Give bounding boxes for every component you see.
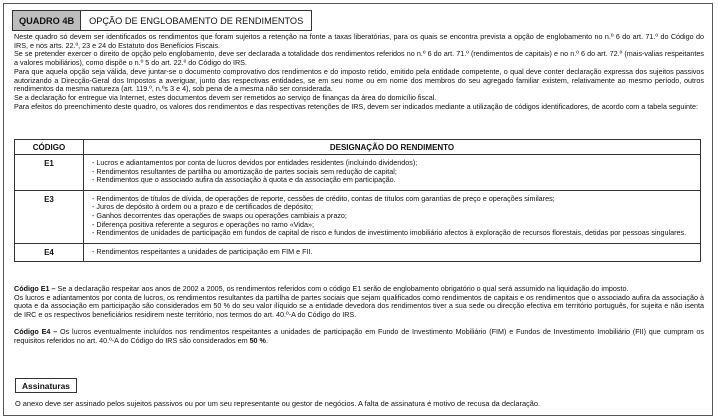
column-header-code: CÓDIGO	[15, 140, 84, 155]
table-row	[15, 190, 701, 243]
table-row	[15, 155, 701, 191]
note-e1-continued: Os lucros e adiantamentos por conta de lucros, os rendimentos resultantes da partilha de partes sociais que sejam qualificados como rendimentos de capitais e os rendimentos que o associado aufira da associação à quota e da associação em participação são considerados em 50 % do seu valor ilíquido se a entidade devedora dos rendimentos tiver a sua sede ou direcção efectiva em território português, for sujeita e não isenta de IRC e os respectivos beneficiários residirem neste território, nos termos do art. 40.º-A do Código do IRS.	[14, 292, 704, 320]
list-item: - Rendimentos de títulos de dívida, de operações de reporte, cessões de crédito, contas de títulos com garantias de preço e operações similares;	[92, 193, 555, 203]
notes-section	[14, 285, 704, 345]
table-row	[15, 243, 701, 262]
intro-paragraph: Para efeitos do preenchimento deste quadro, os valores dos rendimentos e das respectivas retenções de IRS, devem ser indicados mediante a utilização de códigos identificadores, de acordo com a tabela seguinte:	[14, 101, 699, 111]
note-e4-label: Código E4 –	[14, 326, 58, 336]
codes-table	[14, 139, 701, 262]
note-e4-percent: 50 %	[249, 335, 266, 345]
form-page	[3, 3, 713, 416]
intro-paragraph: Se a declaração for entregue via Internet, estes documentos devem ser remetidos ao serviço de finanças da área do domicílio fiscal.	[14, 92, 437, 102]
note-e4-text: Os lucros eventualmente incluídos nos rendimentos respeitantes a unidades de participação em Fundo de Investimento Mobiliário (FIM) e Fundos de Investimento Imobiliário (FII) que cumpram os requisitos referidos no art. 40.º-A do Código do IRS são considerados em	[14, 326, 704, 345]
description-cell	[84, 155, 701, 191]
signatures-header: Assinaturas	[15, 378, 77, 393]
code-cell: E4	[15, 243, 84, 262]
note-e4-end: .	[265, 335, 268, 345]
list-item: - Rendimentos resultantes de partilha ou amortização de partes sociais sem redução de capital;	[92, 166, 397, 176]
list-item: - Rendimentos que o associado aufira da associação à quota e da associação em participação.	[92, 175, 396, 185]
list-item: - Diferença positiva referente a seguros e operações no ramo «Vida»;	[92, 219, 315, 229]
section-header	[12, 10, 312, 31]
column-header-description: DESIGNAÇÃO DO RENDIMENTO	[84, 140, 701, 155]
note-e1-text: Se a declaração respeitar aos anos de 2002 a 2005, os rendimentos referidos com o código E1 serão de englobamento obrigatório o qual será assumido na liquidação do imposto.	[55, 284, 629, 293]
list-item: - Lucros e adiantamentos por conta de lucros devidos por entidades residentes (incluindo dividendos);	[92, 158, 418, 167]
list-item: - Rendimentos respeitantes a unidades de participação em FIM e FII.	[92, 246, 313, 256]
note-e1-label: Código E1 –	[14, 284, 56, 293]
code-cell: E1	[15, 155, 84, 191]
note-e4	[14, 328, 704, 345]
list-item: - Rendimentos de unidades de participação em fundos de capital de risco e fundos de investimento imobiliário afectos à exploração de recursos florestais, detidas por pessoas singulares.	[92, 228, 687, 238]
description-cell	[84, 190, 701, 243]
code-cell: E3	[15, 190, 84, 243]
list-item: - Ganhos decorrentes das operações de swaps ou operações cambiais a prazo;	[92, 210, 347, 220]
table-header-row	[15, 140, 701, 155]
intro-paragraph: Neste quadro só devem ser identificados os rendimentos que foram sujeitos a retenção na fonte a taxas liberatórias, para os quais se encontra prevista a opção de englobamento no n.º 6 do art. 71.º do Código do IRS, e nos arts. 22.º, 23 e 24 do Estatuto dos Benefícios Fiscais.	[14, 32, 704, 50]
section-title: OPÇÃO DE ENGLOBAMENTO DE RENDIMENTOS	[89, 15, 304, 26]
quadro-label: QUADRO 4B	[13, 11, 81, 30]
intro-text	[14, 33, 704, 111]
signatures-text: O anexo deve ser assinado pelos sujeitos passivos ou por um seu representante ou gestor de negócios. A falta de assinatura é motivo de recusa da declaração.	[15, 399, 541, 408]
intro-paragraph: Para que aquela opção seja válida, deve juntar-se o documento comprovativo dos rendimentos e do imposto retido, emitido pela entidade competente, o qual deve conter declaração expressa dos sujeitos passivos autorizando a Direcção-Geral dos Impostos a averiguar, junto das respectivas entidades, se em seu nome ou em nome dos membros do seu agregado familiar existem, relativamente ao mesmo período, outros rendimentos da mesma natureza (art. 119.º, n.ºs 3 e 4), sob pena de a mesma não ser considerada.	[14, 66, 704, 94]
intro-paragraph: Se se pretender exercer o direito de opção pelo englobamento, deve ser declarada a totalidade dos rendimentos referidos no n.º 6 do art. 71.º (rendimentos de capitais) e no n.º 6 do art. 72.º (mais-valias respeitantes a valores mobiliários), como dispõe o n.º 5 do art. 22.º do Código do IRS.	[14, 49, 704, 68]
list-item: - Juros de depósito à ordem ou a prazo e de certificados de depósito;	[92, 202, 313, 212]
description-cell	[84, 243, 701, 262]
